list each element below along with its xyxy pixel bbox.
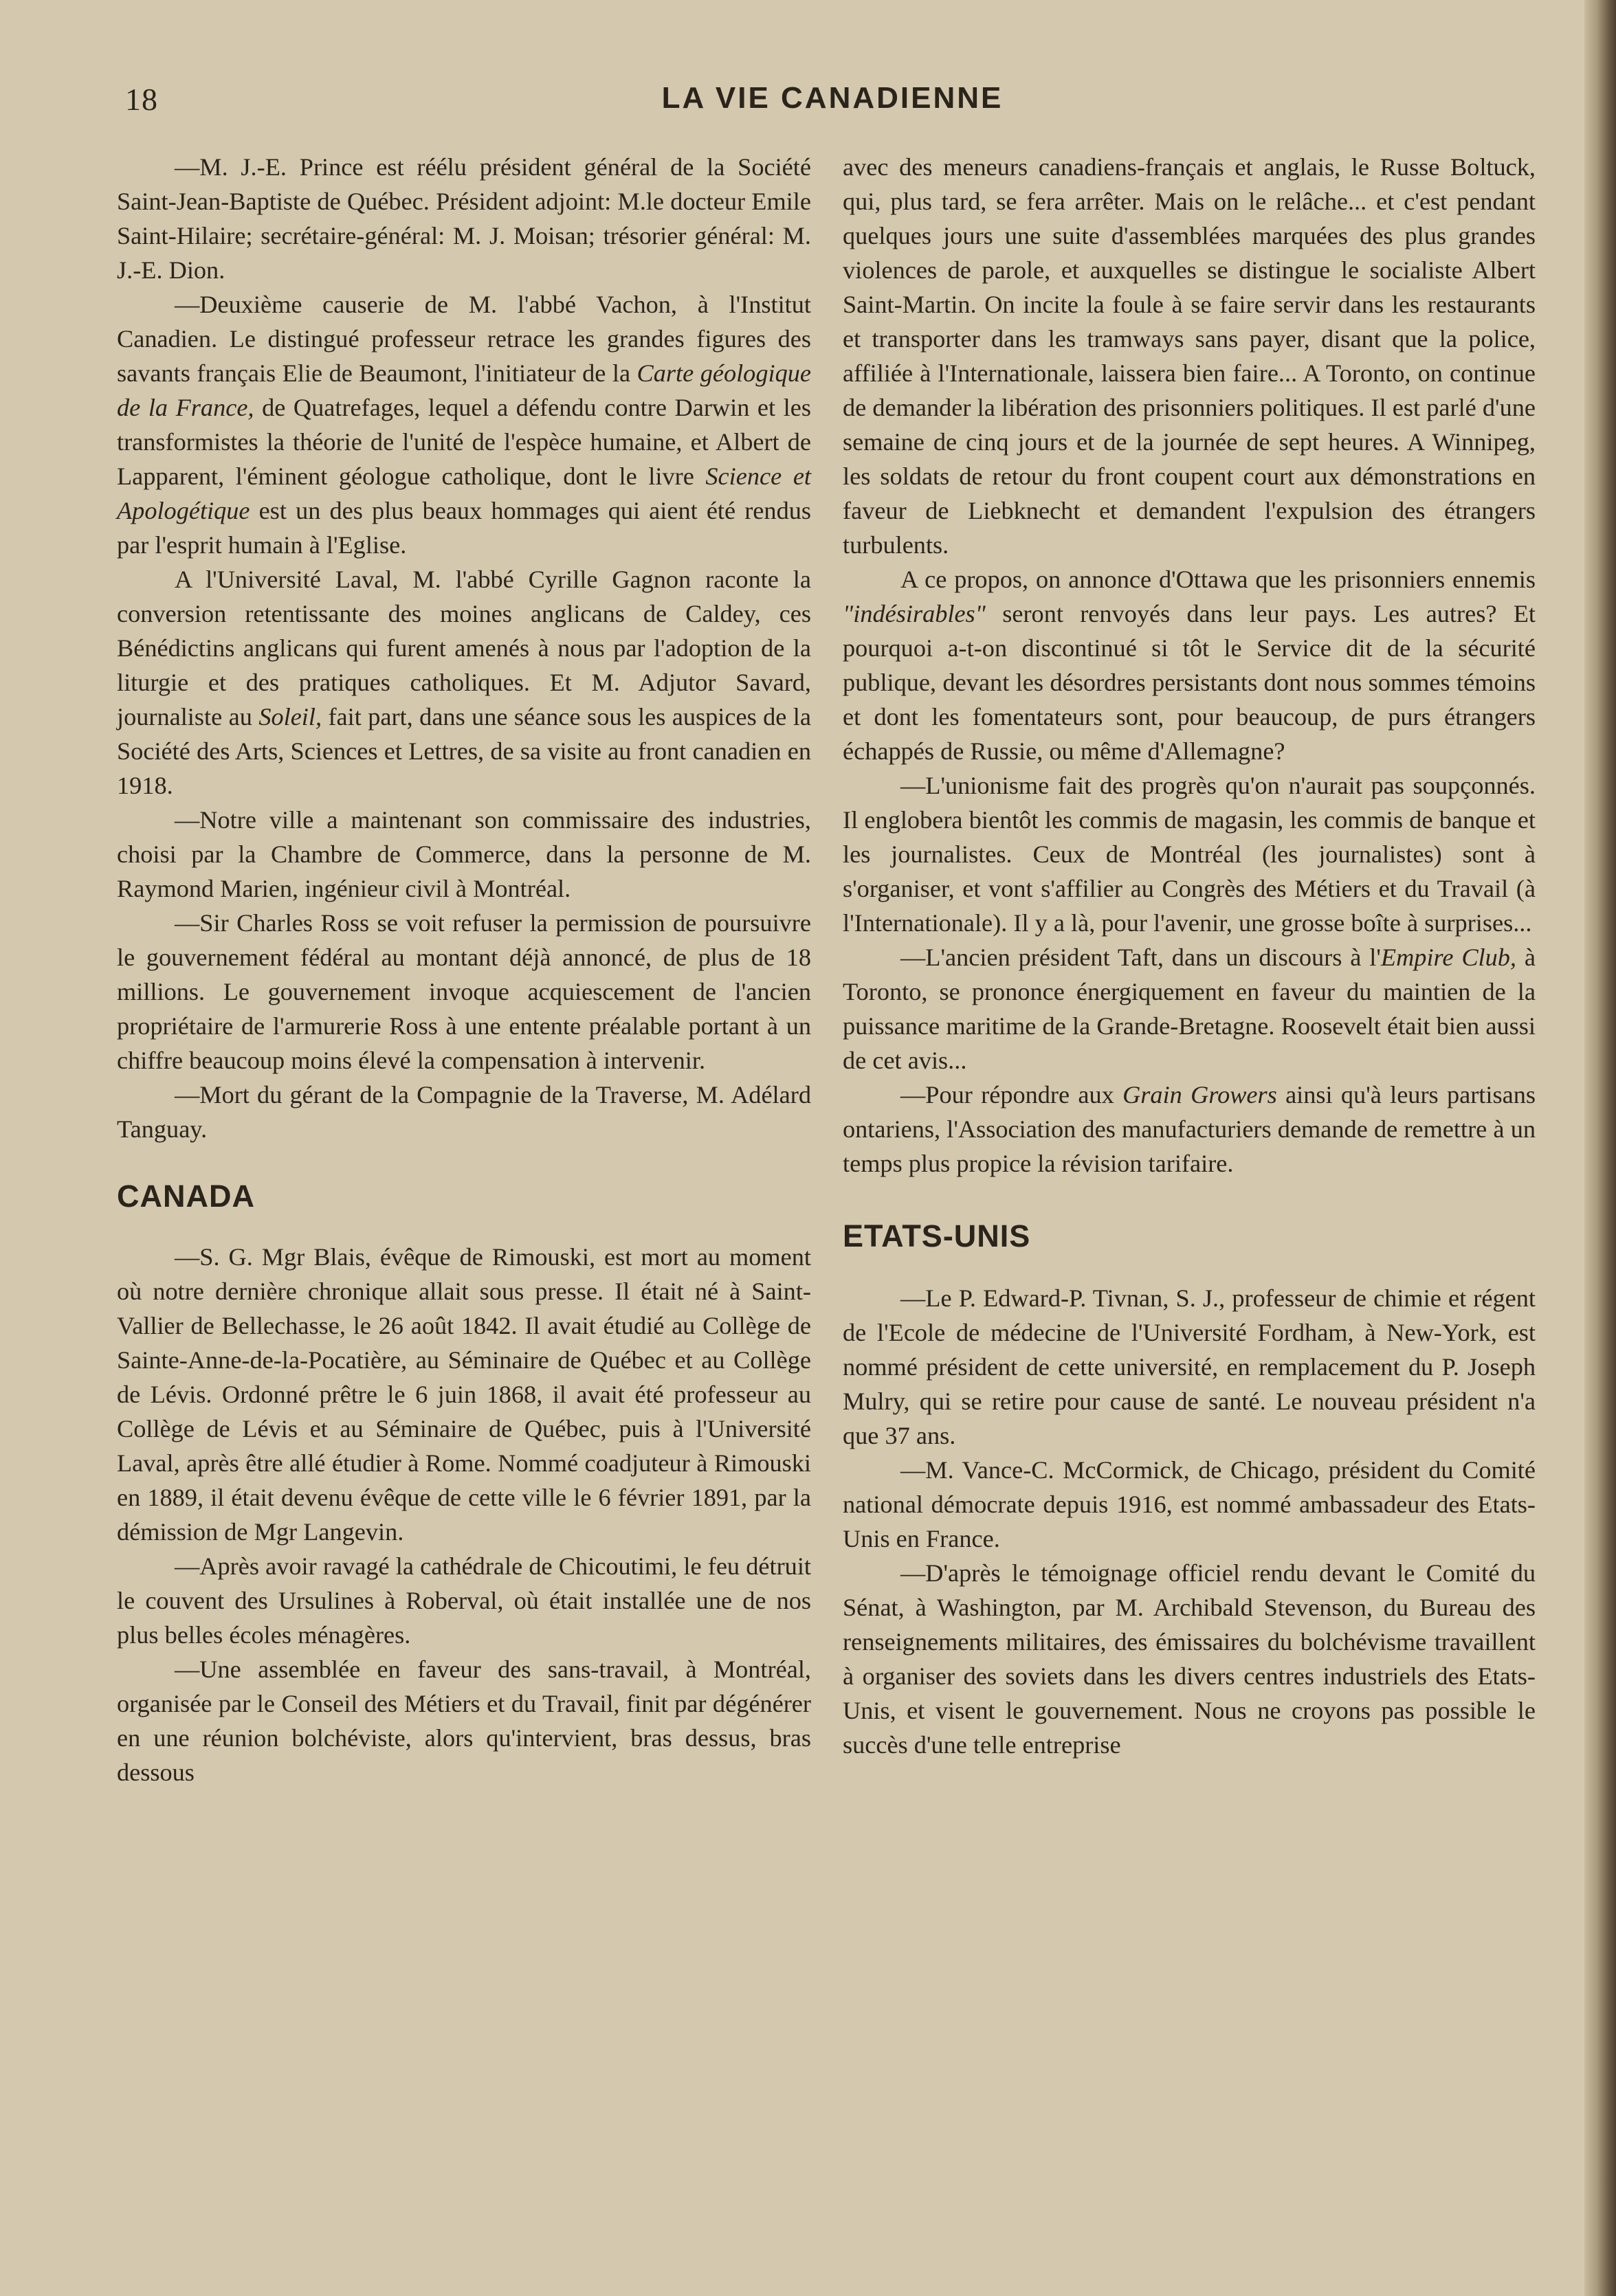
italic-title: Empire Club, (1380, 944, 1516, 971)
paragraph: —S. G. Mgr Blais, évêque de Rimouski, est mort au moment où notre dernière chronique allait sous presse. Il était né à Saint-Vallier de Bellechasse, le 26 août 1842. Il avait étudié au Collège de Sainte-Anne-de-la-Pocatière, au Séminaire de Québec et au Collège de Lévis. Ordonné prêtre le 6 juin 1868, il avait été professeur au Collège de Lévis et au Séminaire de Québec, puis à l'Université Laval, après être allé étudier à Rome. Nommé coadjuteur à Rimouski en 1889, il était devenu évêque de cette ville le 6 février 1891, par la démission de Mgr Langevin. (117, 1243, 811, 1546)
right-column (843, 150, 1536, 1762)
italic-title: Science et Apologétique (117, 462, 812, 524)
paragraph: —Le P. Edward-P. Tivnan, S. J., professeur de chimie et régent de l'Ecole de médecine de l'Université Fordham, à New-York, est nommé président de cette université, en remplacement du P. Joseph Mulry, qui se retire pour cause de santé. Le nouveau président n'a que 37 ans. (843, 1284, 1536, 1449)
page-number: 18 (125, 82, 158, 117)
section-heading-etats-unis: ETATS-UNIS (843, 1218, 1031, 1253)
paragraph: —Après avoir ravagé la cathédrale de Chicoutimi, le feu détruit le couvent des Ursulines à Roberval, où était installée une de nos plus belles écoles ménagères. (117, 1552, 811, 1649)
paragraph: —Pour répondre aux Grain Growers ainsi qu'à leurs partisans ontariens, l'Association des manufacturiers demande de remettre à un temps plus propice la révision tarifaire. (843, 1081, 1536, 1177)
paragraph: A ce propos, on annonce d'Ottawa que les prisonniers ennemis "indésirables" seront renvoyés dans leur pays. Les autres? Et pourquoi a-t-on discontinué si tôt le Service dit de la sécurité publique, devant les désordres persistants dont nous sommes témoins et dont les fomentateurs sont, pour beaucoup, de purs étrangers échappés de Russie, ou même d'Allemagne? (843, 566, 1536, 765)
paragraph: —D'après le témoignage officiel rendu devant le Comité du Sénat, à Washington, par M. Archibald Stevenson, du Bureau des renseignements militaires, des émissaires du bolchévisme travaillent à organiser des soviets dans les divers centres industriels des Etats-Unis, et visent le gouvernement. Nous ne croyons pas possible le succès d'une telle entreprise (843, 1559, 1536, 1759)
paragraph: —Notre ville a maintenant son commissaire des industries, choisi par la Chambre de Commerce, dans la personne de M. Raymond Marien, ingénieur civil à Montréal. (117, 806, 811, 902)
paragraph: —L'unionisme fait des progrès qu'on n'aurait pas soupçonnés. Il englobera bientôt les commis de magasin, les commis de banque et les journalistes. Ceux de Montréal (les journalistes) sont à s'organiser, et vont s'affilier au Congrès des Métiers et du Travail (à l'Internationale). Il y a là, pour l'avenir, une grosse boîte à surprises... (843, 772, 1536, 937)
paragraph: —Deuxième causerie de M. l'abbé Vachon, à l'Institut Canadien. Le distingué professeur retrace les grandes figures des savants français Elie de Beaumont, l'initiateur de la Carte géologique de la France, de Quatrefages, lequel a défendu contre Darwin et les transformistes la théorie de l'unité de l'espèce humaine, et Albert de Lapparent, l'éminent géologue catholique, dont le livre Science et Apologétique est un des plus beaux hommages qui aient été rendus par l'esprit humain à l'Eglise. (117, 291, 812, 559)
paragraph-continued: avec des meneurs canadiens-français et anglais, le Russe Boltuck, qui, plus tard, se fera arrêter. Mais on le relâche... et c'est pendant quelques jours une suite d'assemblées marquées des plus grandes violences de parole, et auxquelles se distingue le socialiste Albert Saint-Martin. On incite la foule à se faire servir dans les restaurants et transporter dans les tramways sans payer, disant que la police, affiliée à l'Internationale, laissera bien faire... A Toronto, on continue de demander la libération des prisonniers politiques. Il est parlé d'une semaine de cinq jours et de la journée de sept heures. A Winnipeg, les soldats de retour du front coupent court aux démonstrations en faveur de Liebknecht et demandent l'expulsion des étrangers turbulents. (843, 153, 1536, 559)
left-column (117, 150, 811, 1790)
paragraph: —L'ancien président Taft, dans un discours à l'Empire Club, à Toronto, se prononce énergiquement en faveur du maintien de la puissance maritime de la Grande-Bretagne. Roosevelt était bien aussi de cet avis... (843, 944, 1536, 1074)
running-title: LA VIE CANADIENNE (661, 81, 1004, 115)
section-heading-canada: CANADA (117, 1179, 255, 1214)
paragraph: —M. Vance-C. McCormick, de Chicago, président du Comité national démocrate depuis 1916, est nommé ambassadeur des Etats-Unis en France. (843, 1456, 1536, 1552)
italic-title: Carte géologique de la France, (117, 359, 811, 421)
italic-title: Soleil, (258, 703, 322, 731)
italic-title: Grain Growers (1122, 1081, 1277, 1108)
page-header (118, 81, 1547, 129)
paragraph: —Une assemblée en faveur des sans-travail, à Montréal, organisée par le Conseil des Métiers et du Travail, finit par dégénérer en une réunion bolchéviste, alors qu'intervient, bras dessus, bras dessous (117, 1656, 811, 1786)
paragraph: —Sir Charles Ross se voit refuser la permission de poursuivre le gouvernement fédéral au montant déjà annoncé, de plus de 18 millions. Le gouvernement invoque acquiescement de l'ancien propriétaire de l'armurerie Ross à une entente préalable portant à un chiffre beaucoup moins élevé la compensation à intervenir. (117, 909, 811, 1074)
paragraph: —M. J.-E. Prince est réélu président général de la Société Saint-Jean-Baptiste de Québec. Président adjoint: M.le docteur Emile Saint-Hilaire; secrétaire-général: M. J. Moisan; trésorier général: M. J.-E. Dion. (117, 153, 811, 284)
paragraph: A l'Université Laval, M. l'abbé Cyrille Gagnon raconte la conversion retentissante des moines anglicans de Caldey, ces Bénédictins anglicans qui furent amenés à nous par l'adoption de la liturgie et des pratiques catholiques. Et M. Adjutor Savard, journaliste au Soleil, fait part, dans une séance sous les auspices de la Société des Arts, Sciences et Lettres, de sa visite au front canadien en 1918. (117, 566, 811, 799)
page-binding-edge (1584, 0, 1616, 2296)
italic-term: "indésirables" (843, 600, 986, 627)
paragraph: —Mort du gérant de la Compagnie de la Traverse, M. Adélard Tanguay. (117, 1081, 811, 1143)
